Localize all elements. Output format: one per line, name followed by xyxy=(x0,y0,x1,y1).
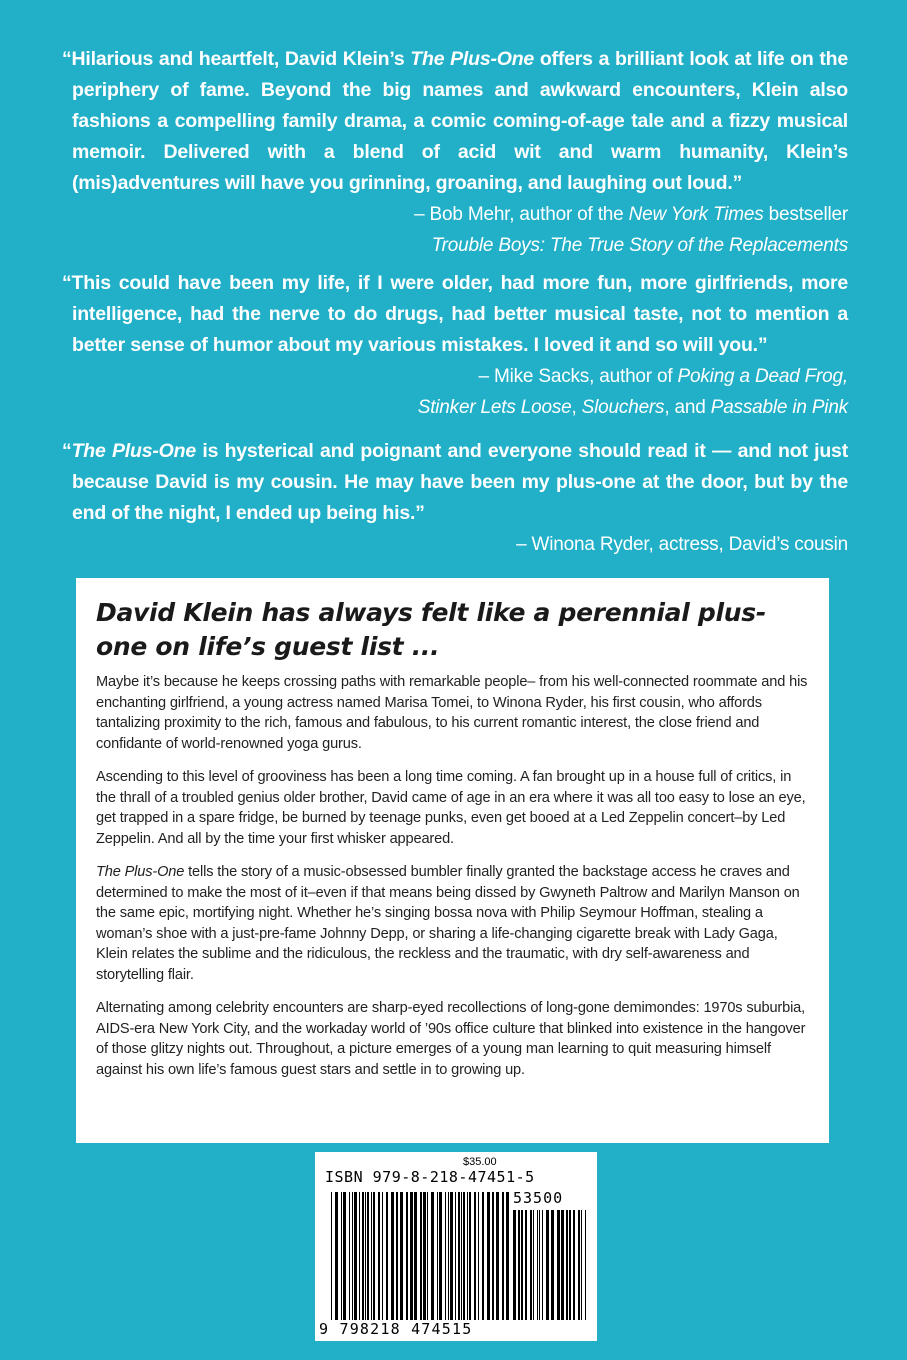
barcode-bar xyxy=(437,1192,438,1320)
barcode-bar xyxy=(396,1192,398,1320)
barcode-bar xyxy=(455,1192,456,1320)
barcode-bar xyxy=(458,1192,460,1320)
quote-attribution: – Winona Ryder, actress, David’s cousin xyxy=(516,534,848,555)
barcode-bar xyxy=(569,1210,571,1320)
barcode-bar xyxy=(492,1192,494,1320)
barcode-bar xyxy=(566,1210,568,1320)
barcode-bar xyxy=(431,1192,434,1320)
barcode-bar xyxy=(448,1192,449,1320)
barcode-bar xyxy=(502,1192,504,1320)
barcode-bar xyxy=(371,1192,372,1320)
barcode-bar xyxy=(367,1192,369,1320)
barcode-bar xyxy=(359,1192,360,1320)
barcode-bar xyxy=(352,1192,353,1320)
quote-attribution: – Mike Sacks, author of Poking a Dead Frog, Stinker Lets Loose, Slouchers, and Passable in Pink xyxy=(417,366,848,418)
barcode-bar xyxy=(386,1192,388,1320)
barcode-bar xyxy=(542,1210,543,1320)
barcode-bar xyxy=(533,1210,534,1320)
barcode-panel xyxy=(315,1152,597,1341)
ean-digits: 9 798218 474515 xyxy=(319,1320,473,1338)
addon-barcode xyxy=(513,1210,587,1320)
barcode-bar xyxy=(551,1210,554,1320)
price-label: $35.00 xyxy=(463,1156,497,1168)
ean-barcode xyxy=(331,1192,509,1320)
praise-quote-ryder xyxy=(58,436,848,560)
barcode-bar xyxy=(341,1192,342,1320)
praise-quote-mehr xyxy=(58,44,848,261)
barcode-bar xyxy=(585,1210,586,1320)
quote-text: “The Plus-One is hysterical and poignant and everyone should read it — and not just because David is my cousin. He may have been my plus-one at the door, but by the end of the night, I ended up being his.” xyxy=(62,440,848,524)
barcode-bar xyxy=(423,1192,426,1320)
description-paragraph-4: Alternating among celebrity encounters are sharp-eyed recollections of long-gone demimondes: 1970s suburbia, AIDS-era New York City, and the workaday world of ’90s office culture that blinked into existence in the hangover of those glitzy nights out. Throughout, a picture emerges of a young man learning to quit measuring himself against his own life’s famous guest stars and settle in to growing up. xyxy=(96,1000,806,1078)
barcode-bar xyxy=(478,1192,479,1320)
praise-quote-sacks xyxy=(58,268,848,423)
barcode-bar xyxy=(467,1192,468,1320)
barcode-bar xyxy=(573,1210,575,1320)
barcode-bar xyxy=(391,1192,394,1320)
barcode-bar xyxy=(561,1210,564,1320)
barcode-bar xyxy=(439,1192,442,1320)
barcode-bar xyxy=(496,1192,499,1320)
barcode-bar xyxy=(513,1210,516,1320)
description-paragraph-1: Maybe it’s because he keeps crossing paths with remarkable people– from his well-connected roommate and his enchanting girlfriend, a young actress named Marisa Tomei, to Winona Ryder, his first cousin, who affords tantalizing proximity to the rich, famous and fabulous, to his current romantic interest, the close friend and confidante of world-renowned yoga gurus. xyxy=(96,674,808,752)
barcode-bar xyxy=(406,1192,408,1320)
description-headline: David Klein has always felt like a perennial plus-one on life’s guest list ... xyxy=(96,598,766,661)
barcode-bar xyxy=(578,1210,580,1320)
barcode-bar xyxy=(335,1192,338,1320)
quote-text: “This could have been my life, if I were older, had more fun, more girlfriends, more intelligence, had the nerve to do drugs, had better musical taste, not to mention a better sense of humor about my various mistakes. I loved it and so will you.” xyxy=(62,272,848,356)
barcode-bar xyxy=(349,1192,350,1320)
barcode-bar xyxy=(521,1210,523,1320)
barcode-bar xyxy=(463,1192,465,1320)
isbn-label: ISBN 979-8-218-47451-5 xyxy=(325,1168,535,1186)
description-box xyxy=(76,578,829,1143)
barcode-bar xyxy=(373,1192,375,1320)
barcode-bar xyxy=(414,1192,417,1320)
quote-attribution: – Bob Mehr, author of the New York Times bestseller Trouble Boys: The True Story of the Replacements xyxy=(414,204,848,256)
barcode-bar xyxy=(518,1210,520,1320)
barcode-bar xyxy=(331,1192,332,1320)
barcode-bar xyxy=(581,1210,582,1320)
quote-text: “Hilarious and heartfelt, David Klein’s The Plus-One offers a brilliant look at life on the periphery of fame. Beyond the big names and awkward encounters, Klein also fashions a compelling family drama, a comic coming-of-age tale and a fizzy musical memoir. Delivered with a blend of acid wit and warm humanity, Klein’s (mis)adventures will have you grinning, groaning, and laughing out loud.” xyxy=(62,48,848,194)
barcode-bar xyxy=(482,1192,484,1320)
description-paragraph-3: The Plus-One tells the story of a music-obsessed bumbler finally granted the backstage access he craves and determined to make the most of it–even if that means being dissed by Gwyneth Paltrow and Marilyn Manson on the same epic, mortifying night. Whether he’s singing bossa nova with Philip Seymour Hoffman, stealing a woman’s shoe with a just-pre-fame Johnny Depp, or sharing a life-changing cigarette break with Lady Gaga, Klein relates the sublime and the ridiculous, the reckless and the traumatic, with dry self-awareness and storytelling flair. xyxy=(96,864,800,983)
price-addon-digits: 53500 xyxy=(513,1189,564,1207)
barcode-bar xyxy=(530,1210,532,1320)
barcode-bar xyxy=(461,1192,462,1320)
barcode-bar xyxy=(487,1192,490,1320)
barcode-bar xyxy=(410,1192,413,1320)
barcode-bar xyxy=(474,1192,476,1320)
barcode-bar xyxy=(469,1192,471,1320)
barcode-bar xyxy=(506,1192,509,1320)
barcode-bar xyxy=(343,1192,346,1320)
barcode-bar xyxy=(557,1210,560,1320)
barcode-bar xyxy=(378,1192,380,1320)
barcode-bar xyxy=(537,1210,538,1320)
barcode-bar xyxy=(400,1192,403,1320)
barcode-bar xyxy=(450,1192,453,1320)
barcode-bar xyxy=(525,1210,527,1320)
barcode-bar xyxy=(362,1192,364,1320)
barcode-bar xyxy=(445,1192,446,1320)
barcode-bar xyxy=(546,1210,549,1320)
barcode-bar xyxy=(382,1192,383,1320)
barcode-bar xyxy=(539,1210,540,1320)
barcode-bar xyxy=(365,1192,366,1320)
barcode-bar xyxy=(354,1192,357,1320)
description-paragraph-2: Ascending to this level of grooviness has been a long time coming. A fan brought up in a house full of critics, in the thrall of a troubled genius older brother, David came of age in an era where it was all too easy to lose an eye, get trapped in a spare fridge, be burned by teenage punks, even get booed at a Led Zeppelin concert–by Led Zeppelin. And all by the time your first whisker appeared. xyxy=(96,769,806,847)
barcode-bar xyxy=(427,1192,428,1320)
barcode-bar xyxy=(420,1192,422,1320)
